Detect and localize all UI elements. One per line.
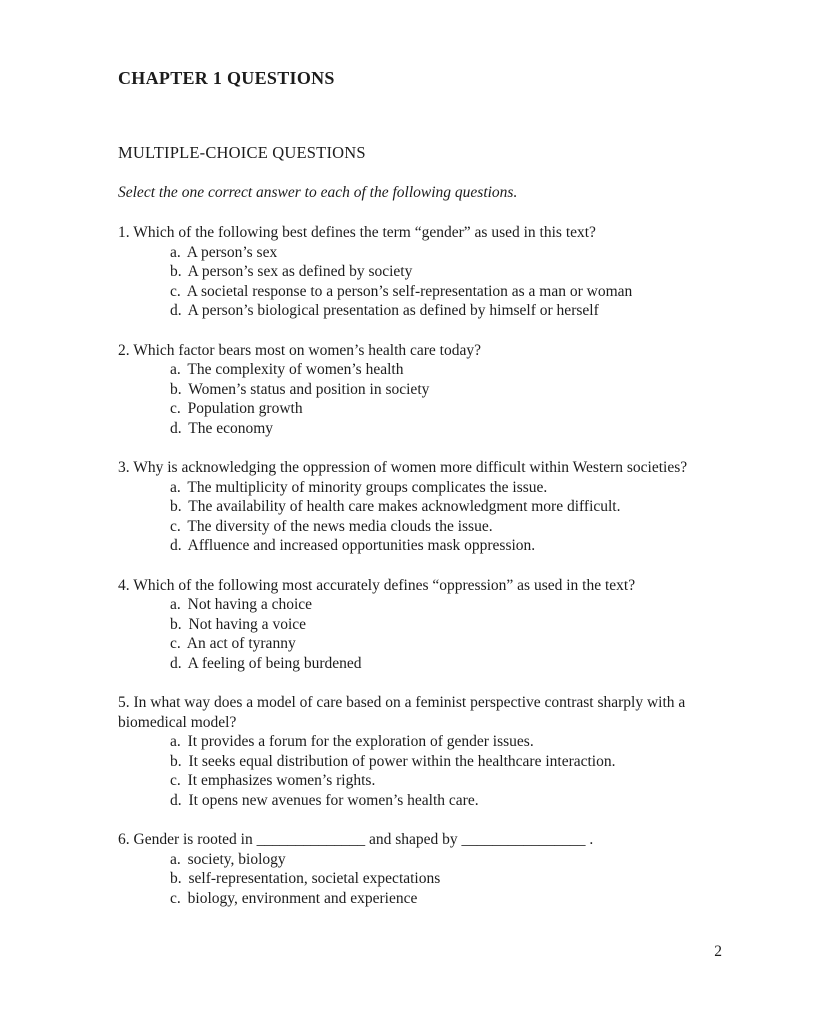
option-text: It emphasizes women’s rights. [187, 772, 376, 789]
option-line [118, 732, 722, 752]
option-letter: a. [170, 850, 181, 868]
option-line [118, 399, 722, 419]
page-content [118, 66, 722, 908]
option-text: biology, environment and experience [187, 889, 418, 907]
question-number: 4. [118, 576, 130, 594]
option-line [118, 497, 722, 517]
question-block-6 [118, 830, 722, 908]
question-block-3 [118, 458, 722, 556]
instruction-text: Select the one correct answer to each of the following questions. [118, 184, 518, 201]
option-line [118, 262, 722, 282]
question-options [118, 360, 722, 438]
option-line [118, 595, 722, 615]
option-letter: a. [170, 596, 181, 613]
option-text: The availability of health care makes acknowledgment more difficult. [188, 498, 621, 515]
option-text: Not having a choice [187, 596, 313, 613]
option-text: It provides a forum for the exploration of gender issues. [187, 733, 534, 750]
question-stem: Which of the following best defines the term “gender” as used in this text? [133, 224, 596, 241]
option-text: The complexity of women’s health [187, 361, 404, 378]
question-text [118, 223, 722, 243]
option-line [118, 752, 722, 772]
option-letter: a. [170, 733, 181, 750]
question-number: 3. [118, 459, 130, 476]
question-text [118, 830, 722, 850]
option-letter: a. [170, 478, 181, 496]
option-letter: d. [170, 302, 182, 319]
section-heading: MULTIPLE-CHOICE QUESTIONS [118, 143, 366, 162]
option-text: The diversity of the news media clouds the issue. [187, 517, 493, 535]
option-text: A person’s sex [186, 243, 278, 261]
option-letter: d. [170, 791, 182, 809]
option-letter: b. [170, 498, 182, 515]
option-text: A feeling of being burdened [187, 654, 362, 672]
option-letter: c. [170, 400, 181, 417]
option-text: An act of tyranny [186, 635, 296, 652]
question-block-1 [118, 223, 722, 321]
question-options [118, 595, 722, 673]
option-text: A person’s sex as defined by society [187, 263, 413, 280]
option-letter: d. [170, 419, 182, 437]
option-line [118, 791, 722, 811]
question-text [118, 693, 722, 732]
option-line [118, 243, 722, 263]
option-letter: c. [170, 889, 181, 907]
option-letter: c. [170, 772, 181, 789]
option-letter: a. [170, 243, 181, 261]
question-block-5 [118, 693, 722, 810]
option-line [118, 517, 722, 537]
question-stem: Which of the following most accurately defines “oppression” as used in the text? [133, 576, 636, 594]
question-number: 1. [118, 224, 130, 241]
question-text [118, 576, 722, 596]
question-block-2 [118, 341, 722, 439]
question-stem: Why is acknowledging the oppression of women more difficult within Western societies? [133, 459, 688, 476]
option-line [118, 634, 722, 654]
question-options [118, 478, 722, 556]
option-text: Affluence and increased opportunities mask oppression. [187, 537, 536, 554]
option-text: The economy [188, 419, 274, 437]
option-text: A societal response to a person’s self-representation as a man or woman [186, 282, 633, 300]
option-line [118, 301, 722, 321]
option-letter: b. [170, 615, 182, 633]
option-letter: a. [170, 361, 181, 378]
option-line [118, 889, 722, 909]
question-options [118, 243, 722, 321]
option-line [118, 654, 722, 674]
option-text: Women’s status and position in society [188, 380, 430, 398]
option-letter: c. [170, 635, 181, 652]
option-line [118, 615, 722, 635]
question-text [118, 341, 722, 361]
question-number: 6. [118, 831, 130, 848]
option-line [118, 419, 722, 439]
option-line [118, 380, 722, 400]
option-text: Not having a voice [188, 615, 307, 633]
question-stem: In what way does a model of care based on a feminist perspective contrast sharply with a biomedical model? [118, 694, 686, 731]
option-line [118, 869, 722, 889]
option-text: The multiplicity of minority groups complicates the issue. [187, 478, 548, 496]
option-text: society, biology [187, 850, 286, 868]
question-stem: Which factor bears most on women’s health care today? [133, 341, 481, 359]
option-line [118, 478, 722, 498]
question-stem: Gender is rooted in ______________ and shaped by ________________ . [133, 831, 594, 848]
page-number: 2 [714, 943, 722, 960]
option-line [118, 536, 722, 556]
option-letter: b. [170, 870, 182, 887]
option-letter: d. [170, 537, 182, 554]
option-letter: b. [170, 752, 182, 770]
question-text [118, 458, 722, 478]
question-options [118, 732, 722, 810]
option-letter: b. [170, 380, 182, 398]
option-letter: b. [170, 263, 182, 280]
option-line [118, 771, 722, 791]
option-letter: c. [170, 517, 181, 535]
chapter-title: CHAPTER 1 QUESTIONS [118, 68, 335, 88]
option-line [118, 282, 722, 302]
question-number: 5. [118, 694, 130, 711]
option-text: A person’s biological presentation as defined by himself or herself [187, 302, 599, 319]
option-line [118, 360, 722, 380]
option-letter: d. [170, 654, 182, 672]
question-number: 2. [118, 341, 130, 359]
option-text: Population growth [187, 400, 303, 417]
question-options [118, 850, 722, 909]
option-letter: c. [170, 282, 181, 300]
question-block-4 [118, 576, 722, 674]
option-line [118, 850, 722, 870]
option-text: It seeks equal distribution of power within the healthcare interaction. [188, 752, 616, 770]
option-text: It opens new avenues for women’s health care. [188, 791, 479, 809]
option-text: self-representation, societal expectations [188, 870, 441, 887]
